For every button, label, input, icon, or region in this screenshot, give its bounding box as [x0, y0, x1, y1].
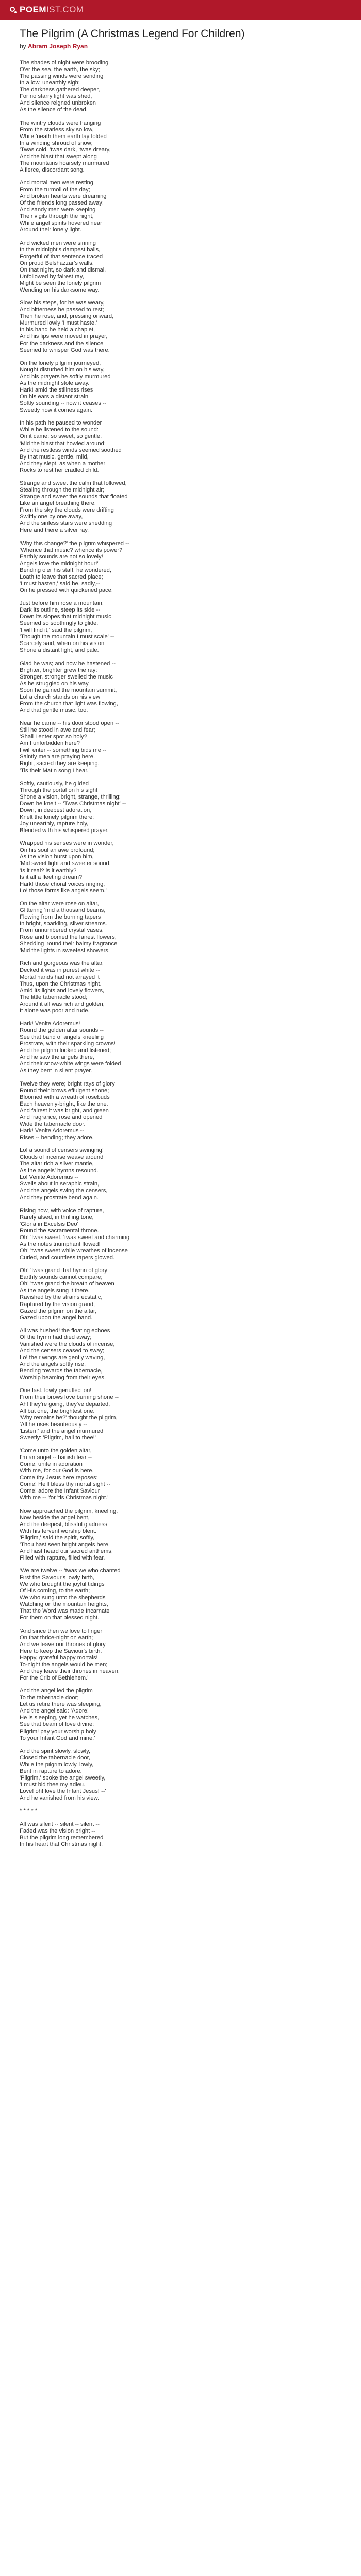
poem-line: Round their brows effulgent shone; [20, 1087, 109, 1094]
poem-line: Oh! 'twas grand that hymn of glory [20, 1267, 108, 1274]
poem-line: In bright, sparkling, silver streams. [20, 921, 107, 927]
poem-line: Forgetful of that sentence traced [20, 253, 103, 260]
poem-line: Raptured by the vision grand, [20, 1301, 95, 1308]
poem-line: Rose and bloomed the fairest flowers, [20, 934, 117, 941]
poem-line: Hark! those choral voices ringing, [20, 880, 105, 887]
poem-line: As the angels sung it there. [20, 1287, 90, 1294]
byline [20, 42, 339, 50]
poem-line: Of the hymn had died away; [20, 1334, 92, 1341]
poem-line: From the church that light was flowing, [20, 700, 118, 707]
poem-line: Thus, upon the Christmas night. [20, 980, 102, 987]
poem-line: Shone a distant light, and pale. [20, 647, 99, 654]
stanza [20, 901, 339, 954]
poem-line: Sweetly: 'Pilgrim, hail to thee!' [20, 1434, 96, 1441]
poem-line: Round the golden altar sounds -- [20, 1027, 104, 1034]
poem-line: Unfollowed by fairest ray, [20, 273, 84, 280]
poem-line: Lo! those forms like angels seem.' [20, 887, 107, 894]
poem-line: Faded was the vision bright -- [20, 1827, 95, 1834]
poem-line: Gazed the pilgrim on the altar, [20, 1308, 97, 1314]
poem-line: Lo! a sound of censers swinging! [20, 1147, 104, 1154]
poem-line: And we leave our thrones of glory [20, 1641, 106, 1648]
poem-line: And the restless winds seemed soothed [20, 447, 122, 453]
poem-line: Love! oh! love the Infant Jesus! --' [20, 1788, 106, 1795]
stanza [20, 960, 339, 1014]
poem-line: Wending on his darksome way. [20, 287, 100, 294]
poem-line: Sweetly now it comes again. [20, 407, 93, 414]
poem-line: Shedding 'round their balmy fragrance [20, 941, 118, 947]
poem-line: Each heavenly-bright, like the one. [20, 1100, 108, 1107]
stanza [20, 840, 339, 894]
poem-line: For the darkness and the silence [20, 340, 104, 347]
poem-line: 'Though the mountain I must scale' -- [20, 634, 114, 640]
poem-line: And they slept, as when a mother [20, 460, 106, 467]
poem-line: In a winding shroud of snow; [20, 140, 93, 146]
poem-line: Blended with his whispered prayer. [20, 827, 109, 834]
poem-line: With me -- 'for 'tis Christmas night.' [20, 1495, 109, 1501]
stanza [20, 480, 339, 534]
poem-line: 'Mid the blast that howled around; [20, 440, 106, 447]
poem-line: Glittering 'mid a thousand beams, [20, 907, 106, 913]
poem-line: Slow his steps, for he was weary, [20, 300, 105, 307]
poem-line: As the silence of the dead. [20, 107, 88, 113]
poem-line: 'Shall I enter spot so holy? [20, 734, 87, 740]
poem-line: Near he came -- his door stood open -- [20, 720, 119, 727]
poem-line: And they prostrate bend again. [20, 1194, 99, 1201]
poem-line: On that thrice-night on earth; [20, 1634, 93, 1641]
stanza [20, 1748, 339, 1802]
poem-line: And their snow-white wings were folded [20, 1061, 121, 1067]
poem-line: Curled, and countless tapers glowed. [20, 1255, 115, 1261]
stanza [20, 720, 339, 774]
stanza [20, 60, 339, 113]
poem-line: Seemed to whisper God was there. [20, 347, 110, 353]
poem-line: And bitterness he passed to rest; [20, 307, 104, 313]
poem-line: And silence reigned unbroken [20, 100, 96, 107]
poem-line: 'I must hasten,' said he, sadly,-- [20, 580, 100, 587]
logo-secondary-text: IST.COM [46, 5, 84, 14]
poem-line: In his path he paused to wonder [20, 420, 102, 427]
poem-line: And that gentle music, too. [20, 707, 88, 714]
poem-line: 'Pilgrim,' spoke the angel sweetly, [20, 1774, 106, 1781]
poem-line: Bent in rapture to adore. [20, 1768, 82, 1774]
poem-line: Filled with rapture, filled with fear. [20, 1554, 105, 1561]
poem-line: On his ears a distant strain [20, 394, 89, 400]
poem-line: Angels love the midnight hour!' [20, 560, 99, 567]
poem-line: From the starless sky so low, [20, 126, 94, 133]
site-logo[interactable] [9, 5, 84, 15]
poem-line: The passing winds were sending [20, 73, 104, 80]
poem-line: And the angel said: 'Adore! [20, 1708, 89, 1715]
poem-line: And the spirit slowly, slowly, [20, 1748, 90, 1754]
poem-line: Rocks to rest her cradled child. [20, 467, 99, 473]
poem-line: Bloomed with a wreath of rosebuds [20, 1094, 110, 1100]
poem-line: And the deepest, blissful gladness [20, 1521, 107, 1528]
poem-line: As the midnight stole away. [20, 380, 90, 386]
poem-line: Earthly sounds cannot compare; [20, 1274, 103, 1281]
poem-line: Brighter, brighter grew the ray: [20, 667, 97, 673]
poem-line: 'Is it real? is it earthly? [20, 867, 77, 874]
stanza [20, 600, 339, 654]
poem-line: As he struggled on his way. [20, 680, 90, 687]
poem-line: Come! He'll bless thy mortal sight -- [20, 1481, 111, 1488]
poem-line: 'Listen!' and the angel murmured [20, 1428, 104, 1434]
poem-line: On the lonely pilgrim journeyed, [20, 360, 101, 366]
poem-line: It alone was poor and rude. [20, 1007, 90, 1014]
poem-line: And fairest it was bright, and green [20, 1107, 109, 1114]
poem-line: 'Mid sweet light and sweeter sound. [20, 860, 111, 867]
poem-line: With his fervent worship blent. [20, 1528, 97, 1534]
poem-line: 'I will find it,' said the pilgrim, [20, 627, 92, 634]
stanza [20, 1808, 339, 1815]
poem-line: One last, lowly genuflection! [20, 1387, 92, 1394]
stanza [20, 1021, 339, 1074]
stanza [20, 240, 339, 294]
stanza [20, 1328, 339, 1381]
poem-line: 'Twas cold, 'twas dark, 'twas dreary, [20, 146, 111, 153]
poem-line: In his heart that Christmas night. [20, 1841, 103, 1848]
poem-line: Around their lonely light. [20, 227, 82, 233]
poem-line: And the angel led the pilgrim [20, 1688, 93, 1694]
stanza [20, 540, 339, 594]
poem-line: Down he knelt -- 'Twas Christmas night' -- [20, 800, 126, 807]
poem-line: Seemed so soothingly to glide. [20, 620, 99, 627]
stanza [20, 300, 339, 353]
poem-line: Happy, grateful happy mortals! [20, 1654, 98, 1661]
poem-line: Prostrate, with their sparkling crowns! [20, 1041, 116, 1047]
poem-line: And the angels softly rise, [20, 1361, 86, 1368]
poem-line: Softly sounding -- now it ceases -- [20, 400, 107, 407]
poem-line: Watching on the mountain heights, [20, 1601, 108, 1608]
poem-line: Oh! 'twas sweet while wreathes of incense [20, 1248, 128, 1255]
poem-line: From unnumbered crystal vases, [20, 927, 104, 934]
poem-line: 'Pilgrim,' said the spirit, softly, [20, 1534, 95, 1541]
poem-line: 'All he rises beauteously -- [20, 1421, 87, 1428]
poem-line: On his soul an awe profound; [20, 847, 95, 854]
poem-line: 'Thou hast seen bright angels here, [20, 1541, 110, 1548]
poem-line: Now approached the pilgrim, kneeling, [20, 1507, 118, 1514]
poem-line: The altar rich a silver mantle, [20, 1161, 94, 1167]
poem-line: Like an angel breathing there. [20, 500, 96, 507]
poem-line: By that music, gentle, mild, [20, 453, 89, 460]
poem-line: And he saw the angels there, [20, 1054, 94, 1061]
poem-line: 'Come unto the golden altar, [20, 1447, 92, 1454]
poem-line: Bending towards the tabernacle, [20, 1368, 103, 1375]
poem-line: All was hushed! the floating echoes [20, 1327, 110, 1334]
poem-line: Their vigils through the night, [20, 213, 94, 220]
poem-line: Softly, cautiously, he glided [20, 780, 89, 787]
poem-line: Still he stood in awe and fear; [20, 727, 95, 734]
poem-line: And hast heard our sacred anthems, [20, 1548, 113, 1554]
poem-line: 'I must bid thee my adieu. [20, 1782, 86, 1788]
poem-line: Lo! Venite Adoremus -- [20, 1174, 78, 1181]
poem-line: Gazed upon the angel band. [20, 1314, 93, 1321]
poem-line: We who brought the joyful tidings [20, 1581, 105, 1588]
poem-line: Mortal hands had not arrayed it [20, 974, 100, 980]
poem-line: Dark its outline, steep its side -- [20, 607, 101, 614]
poem-line: As the angels' hymns resound. [20, 1167, 99, 1174]
poem-line: Then he rose, and, pressing onward, [20, 313, 114, 320]
stanza [20, 1147, 339, 1201]
poem-line: On it came; so sweet, so gentle, [20, 433, 102, 440]
poem-line: Hark! Venite Adoremus! [20, 1021, 80, 1027]
poem-line: All but one, the brightest one. [20, 1408, 95, 1414]
poem-line: From their brows love burning shone -- [20, 1394, 119, 1401]
poem-line: Knelt the lonely pilgrim there; [20, 814, 94, 820]
poem-line: For no starry light was shed, [20, 93, 92, 100]
stanza [20, 1448, 339, 1501]
poem-line: For the Crib of Bethlehem.' [20, 1675, 89, 1681]
poem-line: Lo! a church stands on his view [20, 693, 101, 700]
poem-line: Round the sacramental throne. [20, 1227, 99, 1234]
poem-line: To your Infant God and mine.' [20, 1735, 95, 1741]
poem-line: In a low, unearthly sigh; [20, 80, 80, 87]
poem-line: On that night, so dark and dismal, [20, 266, 106, 273]
poem-line: And his prayers he softly murmured [20, 373, 111, 380]
poem-line: Soon he gained the mountain summit, [20, 687, 117, 693]
poem-line: Am I unforbidden here? [20, 740, 80, 747]
stanza [20, 1628, 339, 1682]
poem-content [20, 27, 339, 1854]
poem-line: And the pilgrim looked and listened; [20, 1047, 111, 1054]
poem-line: With me, for our God is here. [20, 1468, 94, 1475]
poem-line: 'Why this change?' the pilgrim whispered -- [20, 540, 129, 547]
poem-line: Swiftly one by one away, [20, 514, 83, 520]
poem-line: And broken hearts were dreaming [20, 193, 107, 200]
poem-line: Strange and sweet the calm that followed, [20, 480, 127, 486]
poem-line: 'We are twelve -- 'twas we who chanted [20, 1568, 121, 1574]
poem-line: See that beam of love divine; [20, 1721, 94, 1728]
poem-line: 'Why remains he?' thought the pilgrim, [20, 1414, 118, 1421]
poem-line: And the angels swing the censers, [20, 1188, 108, 1194]
poem-line: Flowing from the burning tapers [20, 913, 101, 920]
poem-line: Stronger, stronger swelled the music [20, 673, 113, 680]
stanza [20, 781, 339, 834]
poem-line: All was silent -- silent -- silent -- [20, 1821, 100, 1827]
poem-line: From the turmoil of the day; [20, 187, 90, 193]
stanza [20, 1081, 339, 1141]
poem-line: And the sinless stars were shedding [20, 520, 112, 527]
poem-line: Twelve they were; bright rays of glory [20, 1080, 115, 1087]
stanza [20, 360, 339, 414]
poem-line: Worship beaming from their eyes. [20, 1375, 106, 1381]
poem-line: As the notes triumphant flowed! [20, 1241, 101, 1247]
poem-line: Pilgrim! pay your worship holy [20, 1728, 96, 1735]
poem-line: Let us retire there was sleeping, [20, 1701, 102, 1708]
poem-line: Amid its lights and lovely flowers, [20, 987, 105, 994]
poem-line: Around it all was rich and golden, [20, 1001, 105, 1007]
poem-line: Stealing through the midnight air; [20, 486, 105, 493]
poem-line: He is sleeping, yet he watches, [20, 1715, 100, 1721]
poem-line: 'Mid the lights in sweetest showers. [20, 947, 110, 954]
poem-line: Wrapped his senses were in wonder, [20, 840, 114, 847]
poem-line: But the pilgrim long remembered [20, 1834, 104, 1841]
poem-line: Loath to leave that sacred place; [20, 573, 103, 580]
byline-prefix: by [20, 43, 26, 50]
poem-line: That the Word was made Incarnate [20, 1608, 110, 1615]
poem-line: We who sung unto the shepherds [20, 1595, 106, 1601]
stanza [20, 1688, 339, 1741]
poem-line: And the blast that swept along [20, 153, 97, 160]
poem-line: Rising now, with voice of rapture, [20, 1207, 104, 1214]
poem-line: Down, in deepest adoration, [20, 807, 92, 814]
poem-line: The darkness gathered deeper, [20, 87, 100, 93]
poem-line: Lo! their wings are gently waving, [20, 1354, 105, 1361]
poem-line: Joy unearthly, rapture holy, [20, 821, 89, 827]
stanza [20, 1387, 339, 1441]
poem-line: And his lips were moved in prayer, [20, 333, 108, 340]
poem-line: Come! adore the Infant Saviour [20, 1488, 100, 1495]
poem-line: And fragrance, rose and opened [20, 1114, 103, 1121]
stanza [20, 1568, 339, 1621]
poem-line: 'Tis their Matin song I hear.' [20, 767, 90, 774]
poem-line: Ah! they're going, they've departed, [20, 1401, 110, 1408]
poem-line: A fierce, discordant song. [20, 166, 85, 173]
stanza [20, 1821, 339, 1848]
poem-line: Right, sacred they are keeping, [20, 760, 100, 767]
poem-line: Is it all a fleeting dream? [20, 874, 83, 880]
poem-line: I will enter -- something bids me -- [20, 747, 107, 754]
poem-line: Shone a vision, bright, strange, thrilling: [20, 793, 121, 800]
stanza [20, 420, 339, 473]
poem-line: Rich and gorgeous was the altar, [20, 960, 104, 967]
poem-line: While he listened to the sound: [20, 427, 99, 433]
poem-body [20, 60, 339, 1848]
poem-line: The shades of night were brooding [20, 60, 109, 66]
poem-line: Might be seen the lonely pilgrim [20, 280, 101, 286]
poem-line: As the vision burst upon him, [20, 854, 94, 860]
poem-line: 'Whence that music? whence its power? [20, 547, 123, 553]
poem-line: On the altar were rose on altar, [20, 900, 99, 907]
poem-line: Here to keep the Saviour's birth. [20, 1648, 102, 1654]
poem-line: The mountains hoarsely murmured [20, 160, 109, 166]
poem-line: Oh! 'twas grand the breath of heaven [20, 1281, 114, 1287]
poem-line: 'And since then we love to linger [20, 1628, 103, 1634]
poem-line: Rises -- bending; they adore. [20, 1134, 94, 1141]
stanza [20, 1508, 339, 1562]
poem-line: For them on that blessed night. [20, 1615, 100, 1621]
stanza [20, 1208, 339, 1261]
poem-line: As they bent in silent prayer. [20, 1067, 92, 1074]
poem-line: Of His coming, to the earth; [20, 1588, 90, 1595]
poem-line: And sandy men were keeping [20, 207, 96, 213]
poem-line: I'm an angel -- banish fear -- [20, 1454, 92, 1461]
poem-line: Oh! 'twas sweet, 'twas sweet and charming [20, 1234, 130, 1241]
poem-line: Earthly sounds are not so lovely! [20, 553, 103, 560]
poem-line: Through the portal on his sight [20, 787, 98, 793]
poem-line: Wide the tabernacle door. [20, 1121, 86, 1127]
poem-line: Closed the tabernacle door, [20, 1754, 90, 1761]
poem-line: Hark! Venite Adoremus -- [20, 1127, 84, 1134]
poem-line: Vanished were the clouds of incense, [20, 1341, 115, 1347]
poem-line: Ravished by the strains ecstatic, [20, 1294, 103, 1301]
poem-line: From the sky the clouds were drifting [20, 507, 114, 514]
poem-line: First the Saviour's lowly birth, [20, 1574, 95, 1581]
stanza [20, 660, 339, 714]
poem-line: In his hand he held a chaplet, [20, 327, 95, 333]
poem-line: While the pilgrim lowly, lowly, [20, 1761, 94, 1768]
poem-line: Come thy Jesus here reposes; [20, 1475, 98, 1481]
poem-line: Decked it was in purest white -- [20, 967, 100, 974]
poem-line: In the midnight's dampest halls, [20, 246, 101, 253]
poem-line: And mortal men were resting [20, 180, 94, 187]
stanza [20, 1267, 339, 1321]
poem-line: And he vanished from his view. [20, 1795, 100, 1802]
logo-icon [9, 6, 17, 13]
poem-line: While 'neath them earth lay folded [20, 133, 107, 140]
poem-line: Glad he was; and now he hastened -- [20, 660, 116, 667]
poem-line: Bending o'er his staff, he wondered, [20, 567, 111, 573]
poem-line: To-night the angels would be men; [20, 1661, 108, 1668]
logo-primary-text: POEM [20, 5, 47, 14]
stanza [20, 120, 339, 174]
poem-line: On he pressed with quickened pace. [20, 587, 113, 594]
poem-line: The little tabernacle stood; [20, 994, 88, 1001]
poem-line: Scarcely said, when on his vision [20, 640, 105, 647]
poem-line: The wintry clouds were hanging [20, 120, 101, 126]
author-link[interactable]: Abram Joseph Ryan [28, 43, 88, 50]
poem-title: The Pilgrim (A Christmas Legend For Children) [20, 28, 245, 40]
poem-line: To the tabernacle door; [20, 1694, 79, 1701]
top-bar [0, 0, 361, 20]
poem-line: Strange and sweet the sounds that floated [20, 494, 128, 500]
poem-line: Down its slopes that midnight music [20, 614, 111, 620]
poem-line: And they leave their thrones in heaven, [20, 1668, 120, 1674]
poem-line: Nought disturbed him on his way, [20, 366, 105, 373]
poem-line: Come, unite in adoration [20, 1461, 83, 1468]
poem-line: Just before him rose a mountain, [20, 600, 104, 607]
poem-line: Swells about in seraphic strain, [20, 1181, 100, 1188]
poem-line: And wicked men were sinning [20, 240, 96, 246]
poem-line: O'er the sea, the earth, the sky; [20, 66, 100, 73]
poem-line: While angel spirits hovered near [20, 220, 102, 227]
poem-line: Of the friends long passed away; [20, 200, 104, 207]
poem-line: * * * * * [20, 1808, 38, 1815]
poem-line: Hark! amid the stillness rises [20, 387, 93, 393]
poem-line: See that band of angels kneeling [20, 1034, 104, 1041]
poem-line: Now beside the angel bent, [20, 1514, 90, 1521]
poem-line: Here and there a silver ray. [20, 527, 89, 534]
poem-line: On proud Belshazzar's walls. [20, 260, 94, 266]
poem-line: 'Gloria in Excelsis Deo' [20, 1221, 78, 1227]
poem-line: Saintly men are praying here. [20, 754, 95, 760]
poem-line: Clouds of incense weave around [20, 1154, 104, 1161]
poem-line: And the censers ceased to sway; [20, 1348, 105, 1354]
poem-line: Rarely alsed, in thrilling tone, [20, 1214, 94, 1221]
poem-line: Murmured lowly 'I must haste.' [20, 320, 97, 327]
stanza [20, 180, 339, 233]
